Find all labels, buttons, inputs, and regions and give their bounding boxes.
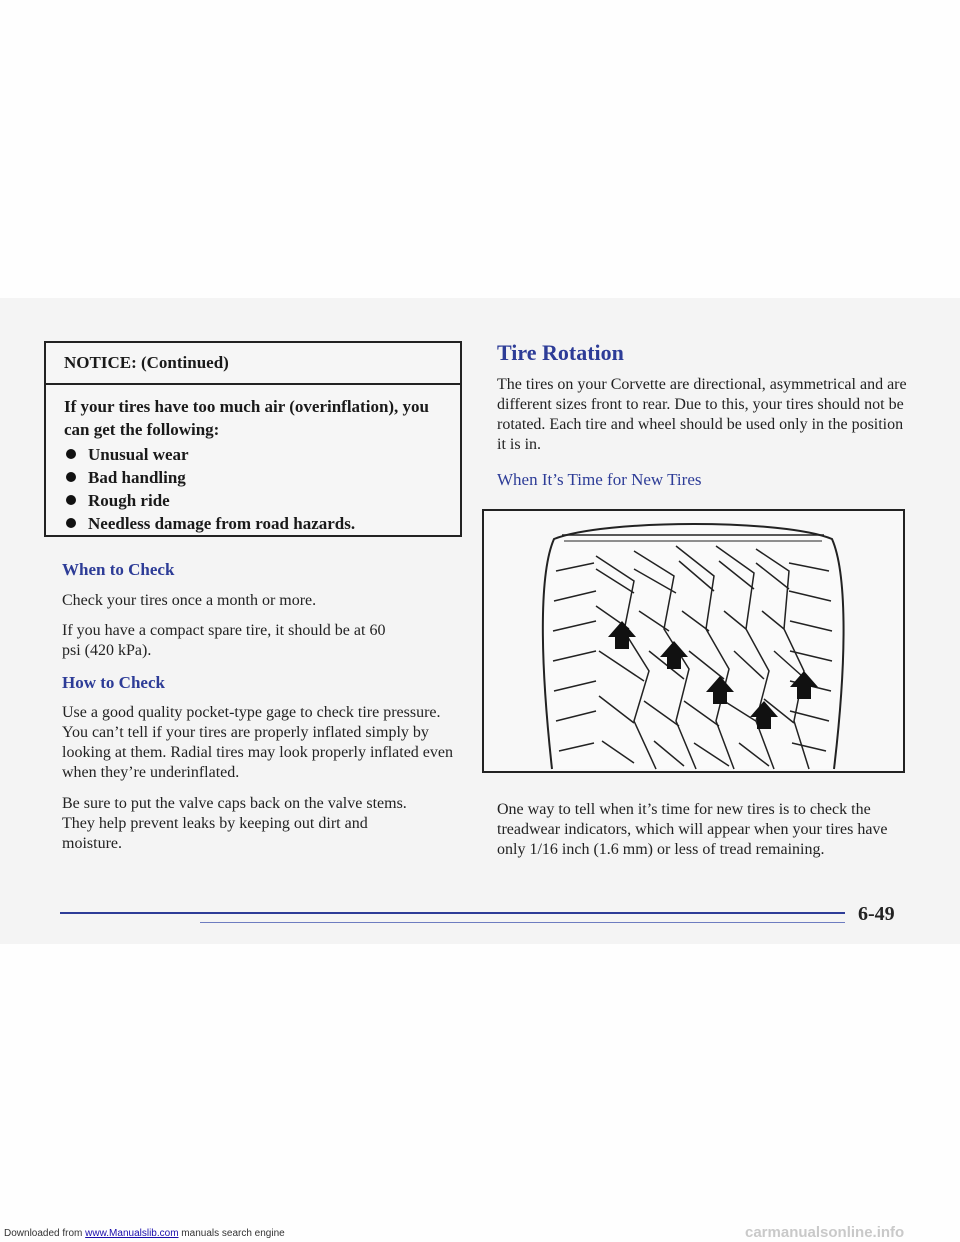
notice-list [64, 443, 460, 535]
tire-rotation-paragraph: The tires on your Corvette are directional, asymmetrical and are different sizes front to rear. Due to this, your tires should not be rotated. Each tire and wheel should be used only in the position it is in. [497, 376, 907, 453]
notice-body [46, 385, 460, 535]
bullet-icon [66, 495, 76, 505]
tire-rotation-title: Tire Rotation [497, 340, 624, 365]
when-to-check-paragraph-2: If you have a compact spare tire, it should be at 60 psi (420 kPa). [62, 622, 386, 659]
page-number: 6-49 [858, 903, 895, 925]
download-note: Downloaded from www.Manualslib.com manuals search engine [4, 1228, 285, 1239]
treadwear-illustration [482, 509, 905, 773]
bullet-icon [66, 449, 76, 459]
bullet-icon [66, 472, 76, 482]
notice-intro: If your tires have too much air (overinflation), you can get the following: [64, 397, 430, 439]
list-item: Bad handling [64, 466, 460, 489]
list-item: Rough ride [64, 489, 460, 512]
list-item: Unusual wear [64, 443, 460, 466]
list-item: Needless damage from road hazards. [64, 512, 460, 535]
footer-rule [60, 912, 845, 914]
how-to-check-paragraph-2: Be sure to put the valve caps back on the valve stems. They help prevent leaks by keeping out dirt and moisture. [62, 795, 407, 852]
manualslib-link[interactable]: www.Manualslib.com [85, 1228, 179, 1239]
treadwear-caption: One way to tell when it’s time for new tires is to check the treadwear indicators, which will appear when your tires have only 1/16 inch (1.6 mm) or less of tread remaining. [497, 801, 888, 858]
when-to-check-paragraph-1: Check your tires once a month or more. [62, 592, 317, 609]
new-tires-heading: When It’s Time for New Tires [497, 470, 702, 489]
when-to-check-heading: When to Check [62, 560, 175, 579]
notice-box [44, 341, 462, 537]
notice-header: NOTICE: (Continued) [46, 343, 460, 385]
how-to-check-heading: How to Check [62, 673, 165, 692]
footer-rule-thin [200, 922, 845, 923]
watermark: carmanualsonline.info [745, 1224, 905, 1241]
tire-tread-drawing [484, 511, 903, 771]
bullet-icon [66, 518, 76, 528]
how-to-check-paragraph-1: Use a good quality pocket-type gage to check tire pressure. You can’t tell if your tires are properly inflated simply by looking at them. Radial tires may look properly inflated even when they’re underinflated. [62, 704, 454, 781]
